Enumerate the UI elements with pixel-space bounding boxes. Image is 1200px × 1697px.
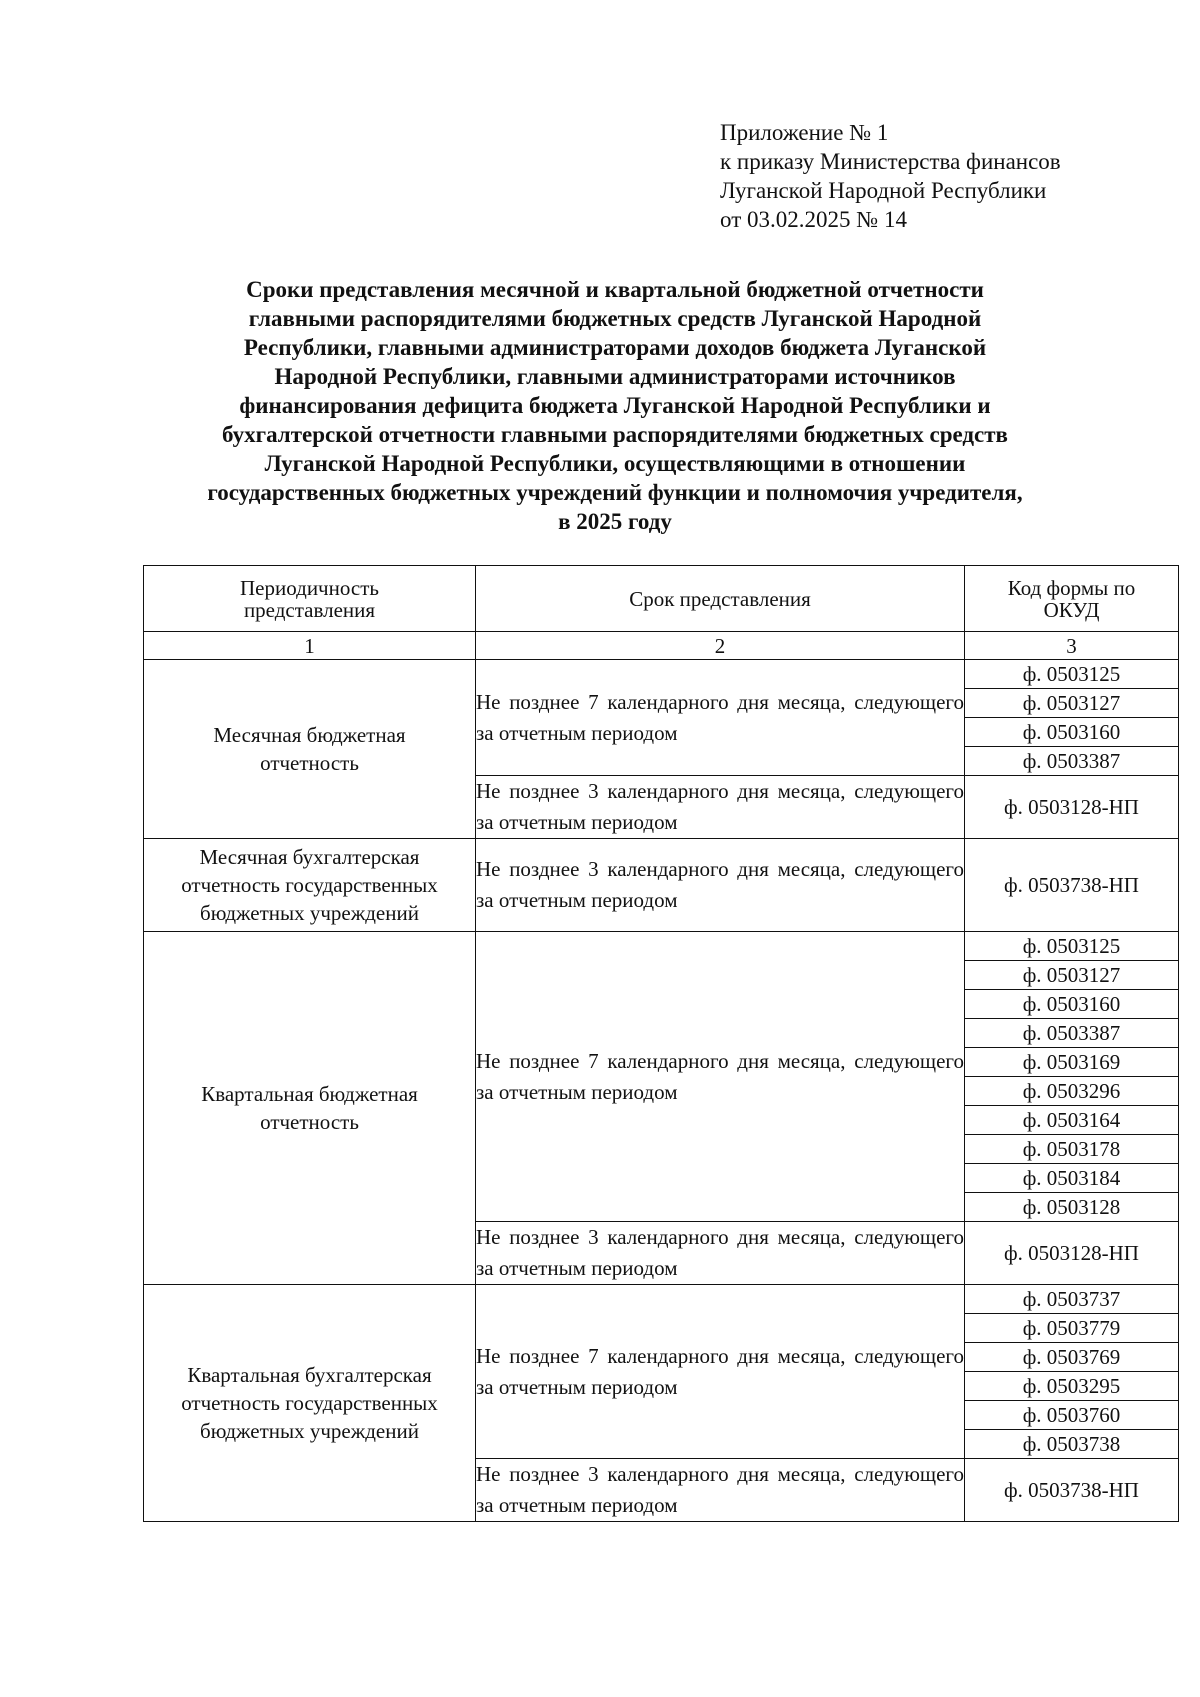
period-cell: Квартальная бухгалтерская отчетность государственных бюджетных учреждений [144,1285,476,1522]
title-line: государственных бюджетных учреждений функции и полномочия учредителя, [207,480,1023,505]
title-line: Народной Республики, главными администраторами источников [274,364,956,389]
form-code-cell: ф. 0503128-НП [965,1222,1179,1285]
form-code-cell: ф. 0503125 [965,932,1179,961]
title-line: Сроки представления месячной и квартальной бюджетной отчетности [246,277,984,302]
form-code-cell: ф. 0503125 [965,660,1179,689]
title-line: бухгалтерской отчетности главными распорядителями бюджетных средств [222,422,1008,447]
title-line: главными распорядителями бюджетных средств Луганской Народной [248,306,982,331]
table-row [144,1285,1179,1314]
form-code-cell: ф. 0503184 [965,1164,1179,1193]
table-row [144,839,1179,932]
table-header-row [144,566,1179,632]
form-code-cell: ф. 0503164 [965,1106,1179,1135]
deadline-cell: Не позднее 7 календарного дня месяца, следующего за отчетным периодом [476,1285,965,1459]
form-code-cell: ф. 0503738-НП [965,1459,1179,1522]
form-code-cell: ф. 0503387 [965,1019,1179,1048]
form-code-cell: ф. 0503769 [965,1343,1179,1372]
period-cell: Квартальная бюджетная отчетность [144,932,476,1285]
appendix-line: Приложение № 1 [720,120,889,145]
table-row [144,932,1179,961]
form-code-cell: ф. 0503738-НП [965,839,1179,932]
document-title [160,275,1070,536]
deadline-cell: Не позднее 3 календарного дня месяца, следующего за отчетным периодом [476,1459,965,1522]
appendix-line: Луганской Народной Республики [720,178,1047,203]
form-code-cell: ф. 0503738 [965,1430,1179,1459]
form-code-cell: ф. 0503128-НП [965,776,1179,839]
form-code-cell: ф. 0503127 [965,689,1179,718]
column-number: 1 [144,632,476,660]
form-code-cell: ф. 0503295 [965,1372,1179,1401]
period-cell: Месячная бухгалтерская отчетность государственных бюджетных учреждений [144,839,476,932]
form-code-cell: ф. 0503128 [965,1193,1179,1222]
deadline-cell: Не позднее 3 календарного дня месяца, следующего за отчетным периодом [476,839,965,932]
form-code-cell: ф. 0503760 [965,1401,1179,1430]
form-code-cell: ф. 0503387 [965,747,1179,776]
form-code-cell: ф. 0503127 [965,961,1179,990]
form-code-cell: ф. 0503737 [965,1285,1179,1314]
deadline-cell: Не позднее 3 календарного дня месяца, следующего за отчетным периодом [476,776,965,839]
title-line: Луганской Народной Республики, осуществляющими в отношении [264,451,966,476]
form-code-cell: ф. 0503178 [965,1135,1179,1164]
form-code-cell: ф. 0503160 [965,990,1179,1019]
header-deadline: Срок представления [476,566,965,632]
header-okud-code: Код формы по ОКУД [965,566,1179,632]
deadline-cell: Не позднее 3 календарного дня месяца, следующего за отчетным периодом [476,1222,965,1285]
title-line: Республики, главными администраторами доходов бюджета Луганской [243,335,987,360]
appendix-block [720,118,1061,234]
form-code-cell: ф. 0503296 [965,1077,1179,1106]
form-code-cell: ф. 0503160 [965,718,1179,747]
title-line: финансирования дефицита бюджета Луганской Народной Республики и [239,393,991,418]
header-periodicity: Периодичность представления [144,566,476,632]
form-code-cell: ф. 0503169 [965,1048,1179,1077]
appendix-line: к приказу Министерства финансов [720,149,1061,174]
form-code-cell: ф. 0503779 [965,1314,1179,1343]
reporting-schedule-table [143,565,1179,1522]
title-line: в 2025 году [558,509,672,534]
column-number: 3 [965,632,1179,660]
period-cell: Месячная бюджетная отчетность [144,660,476,839]
table-number-row [144,632,1179,660]
table-row [144,660,1179,689]
deadline-cell: Не позднее 7 календарного дня месяца, следующего за отчетным периодом [476,932,965,1222]
deadline-cell: Не позднее 7 календарного дня месяца, следующего за отчетным периодом [476,660,965,776]
column-number: 2 [476,632,965,660]
appendix-line: от 03.02.2025 № 14 [720,207,907,232]
